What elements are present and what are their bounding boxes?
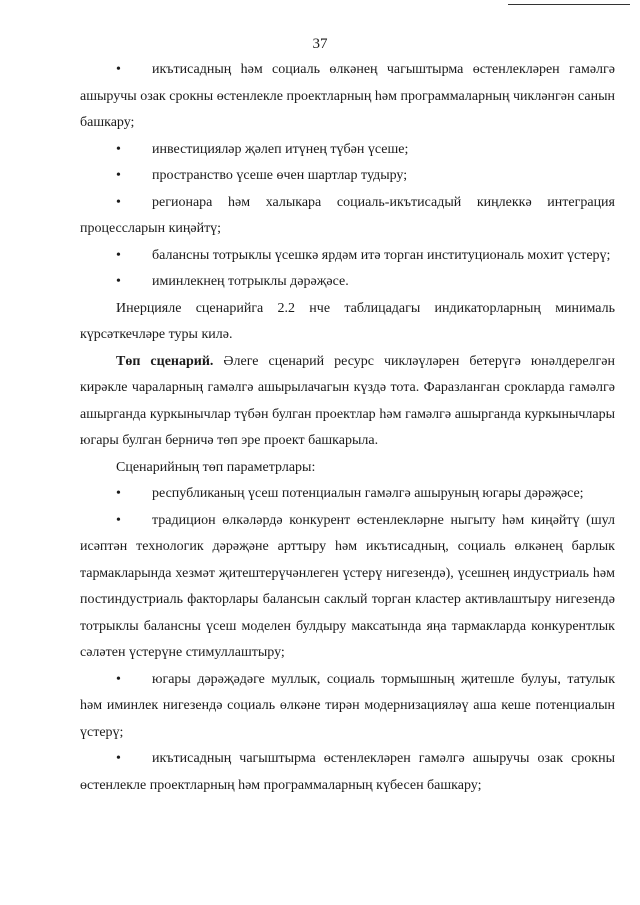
bullet-item xyxy=(80,190,615,243)
bullet-icon: • xyxy=(116,247,121,263)
bullet-icon: • xyxy=(116,751,121,766)
bullet-icon: • xyxy=(116,274,121,289)
bullet-item xyxy=(80,57,615,137)
bullet-text: икътисадның чагыштырма өстенлекләрен гамәлгә ашыручы озак срокны өстенлекле проектларның һәм программаларның күбесен башкару; xyxy=(80,751,615,793)
bullet-icon: • xyxy=(116,141,121,157)
bullet-item xyxy=(80,481,615,508)
paragraph-lead: Төп сценарий. xyxy=(116,353,214,369)
bullet-item xyxy=(80,137,615,164)
bullet-item xyxy=(80,746,615,799)
bullet-item xyxy=(80,508,615,667)
document-body xyxy=(80,57,615,799)
bullet-text: традицион өлкәләрдә конкурент өстенлекләрне ныгыту һәм киңәйтү (шул исәптән технологик дәрәҗәне арттыру һәм икътисадның, социаль өлкәнең барлык тармакларында хезмәт җитештерүчәнлеген үстерү нигезендә), үсешнең индустриаль һәм постиндустриаль факторлары балансын саклый торган кластер активлаштыру нигезендә тотрыклы балансны үсеш моделен булдыру максатында яңа тармакларда конкурентлык сәләтен үстерүне стимуллаштыру; xyxy=(80,512,615,660)
bullet-item xyxy=(80,243,615,270)
paragraph-main-scenario xyxy=(80,349,615,455)
paragraph-text: Әлеге сценарий ресурс чикләүләрен бетерүгә юнәлдерелгән кирәкле чараларның гамәлгә ашырылачагын күздә тота. Фаразланган срокларда гамәлгә ашырганда куркынычлар түбән булган проектлар һәм гамәлгә ашырганда куркынычлары югары булган берничә төп эре проект башкарыла. xyxy=(80,353,615,448)
bullet-text: икътисадның һәм социаль өлкәнең чагыштырма өстенлекләрен гамәлгә ашыручы озак срокны өстенлекле проектларның һәм программаларның чикләнгән санын башкару; xyxy=(80,62,615,130)
paragraph: Инерцияле сценарийга 2.2 нче таблицадагы индикаторларның минималь күрсәткечләре туры килә. xyxy=(80,300,615,342)
bullet-text: балансны тотрыклы үсешкә ярдәм итә торган институциональ мохит үстерү; xyxy=(152,247,611,263)
paragraph: Сценарийның төп параметрлары: xyxy=(116,459,316,475)
bullet-item xyxy=(80,163,615,190)
bullet-text: иминлекнең тотрыклы дәрәҗәсе. xyxy=(152,274,349,289)
header-rule xyxy=(508,4,630,5)
bullet-icon: • xyxy=(116,168,121,183)
bullet-icon: • xyxy=(116,62,121,77)
bullet-text: югары дәрәҗәдәге муллык, социаль тормышның җитешле булуы, татулык һәм иминлек нигезендә социаль өлкәне тирән модернизацияләү аша кеше потенциалын үстерү; xyxy=(80,671,615,740)
bullet-text: инвестицияләр җәлеп итүнең түбән үсеше; xyxy=(152,141,409,157)
bullet-icon: • xyxy=(116,512,121,528)
bullet-item xyxy=(80,269,615,296)
bullet-text: пространство үсеше өчен шартлар тудыру; xyxy=(152,168,408,183)
page-number: 37 xyxy=(312,36,328,52)
bullet-item xyxy=(80,667,615,747)
bullet-icon: • xyxy=(116,486,121,501)
bullet-icon: • xyxy=(116,194,121,210)
bullet-text: регионара һәм халыкара социаль-икътисадый киңлеккә интеграция процессларын киңәйтү; xyxy=(80,194,615,236)
bullet-text: республиканың үсеш потенциалын гамәлгә ашыруның югары дәрәҗәсе; xyxy=(152,486,584,501)
bullet-icon: • xyxy=(116,671,121,687)
